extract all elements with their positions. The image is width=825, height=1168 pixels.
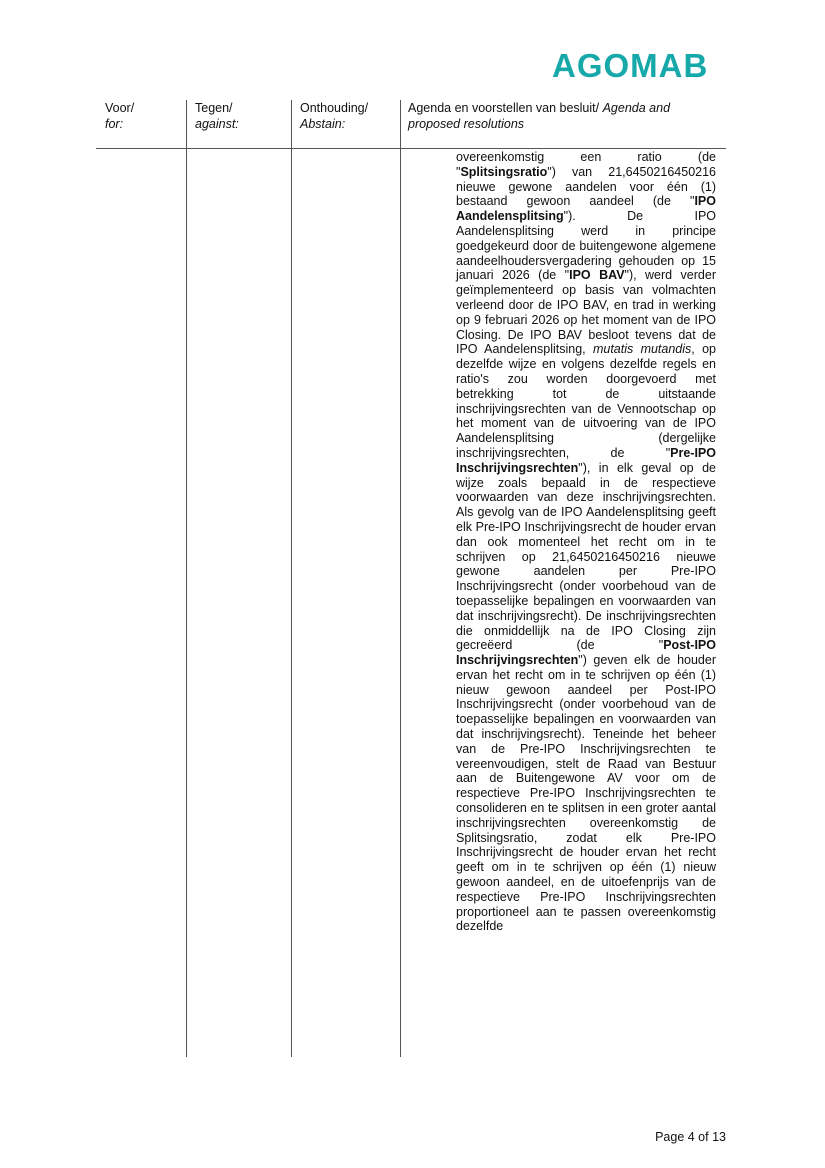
text-segment: "), in elk geval op de wijze zoals bepaald in de respectieve voorwaarden van deze inschrijvingsrechten. Als gevolg van de IPO Aandelensplitsing geeft elk Pre-IPO Inschrijvingsrecht de houder ervan dan ook momenteel het recht om in te schrijven op 21,6450216450216 nieuwe gewone aandelen per Pre-IPO Inschrijvingsrecht (onder voorbehoud van de toepasselijke bepalingen en voorwaarden van dat inschrijvingsrecht). De inschrijvingsrechten die onmiddellijk na de IPO Closing zijn gecreëerd (de " xyxy=(456,460,716,653)
header-for-label: for: xyxy=(105,117,124,131)
text-segment: , op dezelfde wijze en volgens dezelfde regels en ratio's zou worden doorgevoerd met betrekking tot de uitstaande inschrijvingsrechten van de Vennootschap op het moment van de uitvoering van de IPO Aandelensplitsing (dergelijke inschrijvingsrechten, de " xyxy=(456,342,716,460)
text-segment: "), werd verder geïmplementeerd op basis van volmachten verleend door de IPO BAV, en trad in werking op 9 februari 2026 op het moment van de IPO Closing. De IPO BAV besloot tevens dat de IPO Aandelensplitsing, xyxy=(456,268,716,357)
column-divider xyxy=(400,100,401,1057)
text-segment: ") van 21,6450216450216 nieuwe gewone aandelen voor één (1) bestaand gewoon aandeel (de " xyxy=(456,164,716,209)
term-post-ipo-inschrijvingsrechten: Post-IPO Inschrijvingsrechten xyxy=(456,638,716,668)
logo-text: AGOMAB xyxy=(552,47,709,84)
header-voor-label: Voor/ xyxy=(105,101,135,115)
header-abstain-label: Abstain: xyxy=(300,117,346,131)
header-tegen-label: Tegen/ xyxy=(195,101,233,115)
term-mutatis-mutandis: mutatis mutandis xyxy=(592,342,692,357)
header-tegen xyxy=(195,100,239,132)
header-against-label: against: xyxy=(195,117,239,131)
text-segment: "). De IPO Aandelensplitsing werd in principe goedgekeurd door de buitengewone algemene aandeelhoudersvergadering gehouden op 15 januari 2026 (de " xyxy=(456,209,716,283)
header-rule xyxy=(96,148,726,149)
company-logo xyxy=(552,46,728,86)
header-agenda-en-label: Agenda and proposed resolutions xyxy=(408,101,671,131)
term-ipo-aandelensplitsing: IPO Aandelensplitsing xyxy=(456,194,716,224)
text-segment: overeenkomstig een ratio (de " xyxy=(456,150,716,179)
column-divider xyxy=(186,100,187,1057)
header-onthouding-label: Onthouding/ xyxy=(300,101,369,115)
header-agenda-label: Agenda en voorstellen van besluit/ xyxy=(408,101,600,115)
header-onthouding xyxy=(300,100,368,132)
header-voor xyxy=(105,100,134,132)
page-number: Page 4 of 13 xyxy=(655,1130,726,1144)
term-ipo-bav: IPO BAV xyxy=(569,268,625,283)
text-segment: ") geven elk de houder ervan het recht om in te schrijven op één (1) nieuw gewoon aandeel per Post-IPO Inschrijvingsrecht (onder voorbehoud van de toepasselijke bepalingen en voorwaarden van dat inschrijvingsrecht). Teneinde het beheer van de Pre-IPO Inschrijvingsrechten te vereenvoudigen, stelt de Raad van Bestuur aan de Buitengewone AV voor om de respectieve Pre-IPO Inschrijvingsrechten te consolideren en te splitsen in een groter aantal inschrijvingsrechten overeenkomstig de Splitsingsratio, zodat elk Pre-IPO Inschrijvingsrecht de houder ervan het recht geeft om in te schrijven op één (1) nieuw gewoon aandeel, en de uitoefenprijs van de respectieve Pre-IPO Inschrijvingsrechten proportioneel aan te passen overeenkomstig dezelfde xyxy=(456,653,716,934)
resolution-text xyxy=(456,150,716,934)
term-pre-ipo-inschrijvingsrechten: Pre-IPO Inschrijvingsrechten xyxy=(456,445,716,475)
column-divider xyxy=(291,100,292,1057)
term-splitsingsratio: Splitsingsratio xyxy=(460,164,548,179)
header-agenda xyxy=(408,100,723,132)
